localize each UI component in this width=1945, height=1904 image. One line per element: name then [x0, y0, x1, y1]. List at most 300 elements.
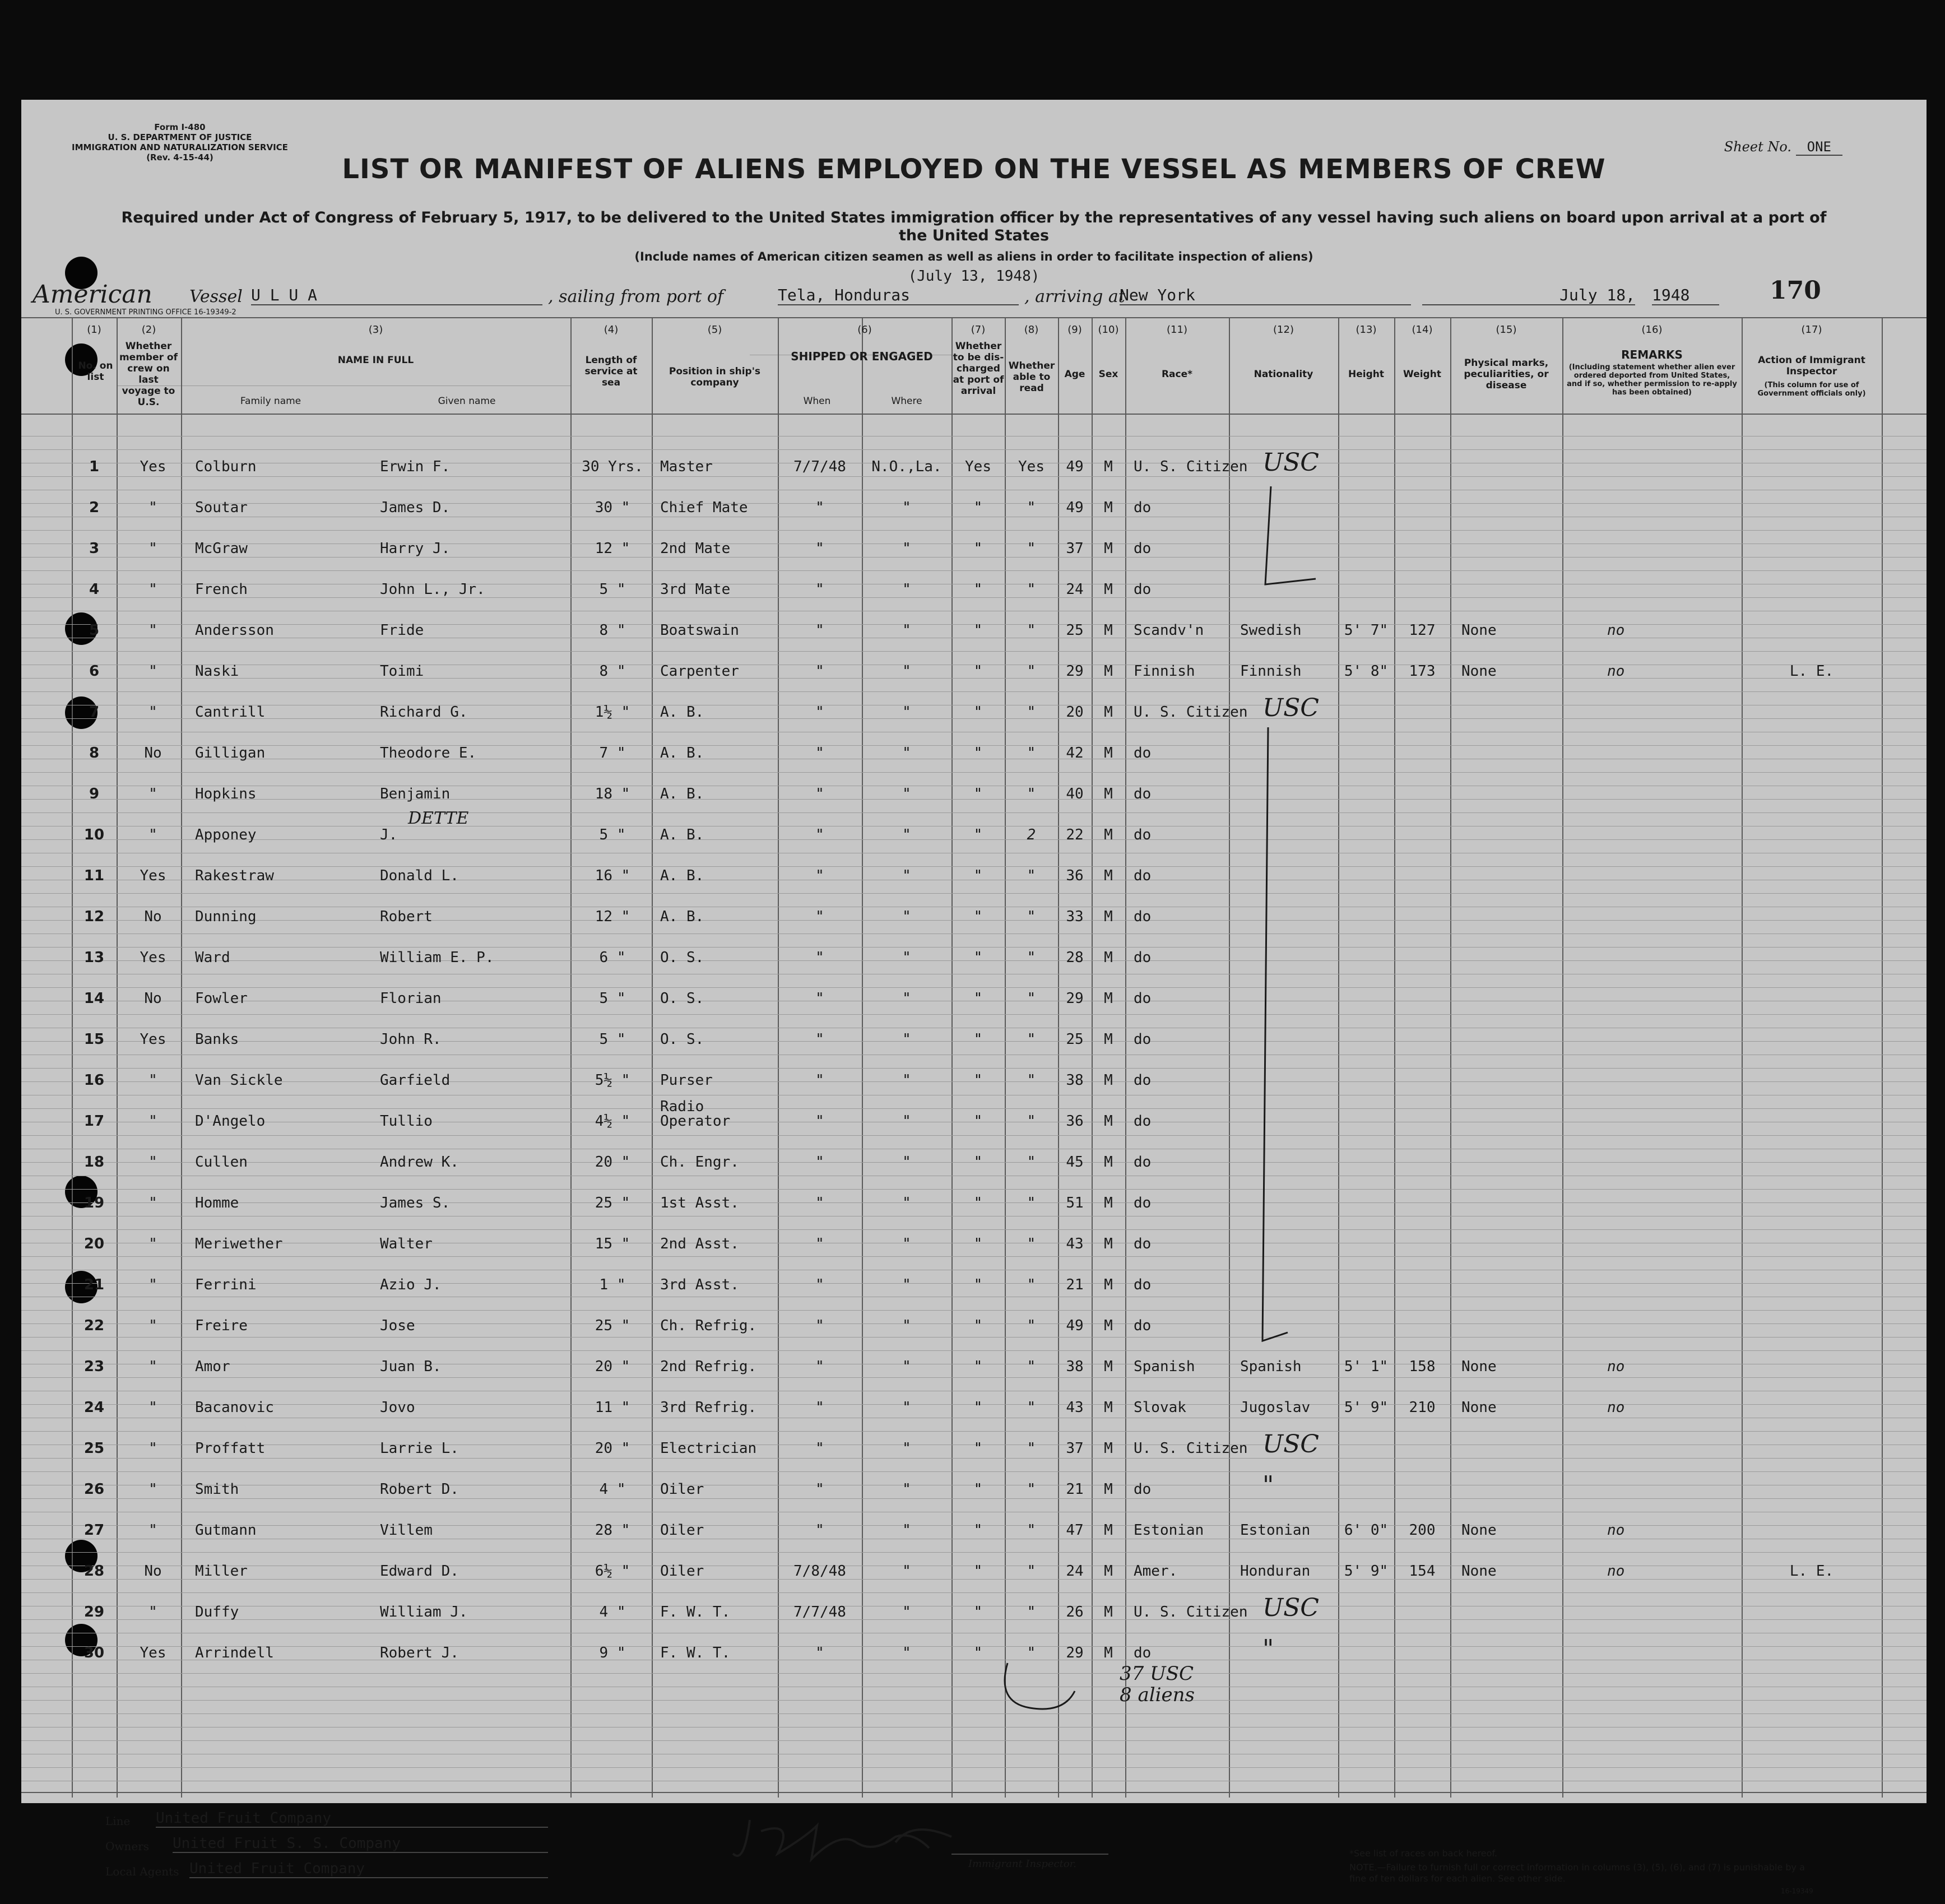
cell-race: do	[1134, 826, 1152, 843]
cell-given: Edward D.	[380, 1563, 459, 1580]
cell-where: "	[902, 1031, 911, 1048]
cell-disch: "	[973, 1399, 983, 1416]
cell-family: Duffy	[195, 1604, 239, 1620]
cell-sex: M	[1104, 786, 1113, 802]
cell-given: Jovo	[380, 1399, 415, 1416]
cell-when: "	[815, 1154, 824, 1171]
header-marks: Physical marks, peculiarities, or disease	[1464, 357, 1549, 391]
cell-age: 25	[1066, 1031, 1084, 1048]
cell-when: "	[815, 1440, 824, 1457]
cell-given: Villem	[380, 1522, 433, 1539]
cell-where: "	[902, 499, 911, 516]
cell-read: "	[1027, 499, 1036, 516]
cell-remarks: no	[1607, 1358, 1625, 1375]
cell-marks: None	[1461, 663, 1497, 680]
row-number: 2	[89, 499, 100, 516]
cell-family: Hopkins	[195, 786, 257, 802]
cell-length: 11 "	[595, 1399, 630, 1416]
header-when: When	[803, 396, 831, 407]
handwritten-annotation: "	[1262, 1471, 1274, 1499]
printing-office: U. S. GOVERNMENT PRINTING OFFICE 16-19349-2	[55, 308, 236, 317]
cell-sex: M	[1104, 1604, 1113, 1620]
cell-family: Andersson	[195, 622, 274, 639]
cell-sex: M	[1104, 826, 1113, 843]
cell-disch: Yes	[965, 458, 991, 475]
cell-sex: M	[1104, 581, 1113, 598]
cell-member: "	[148, 1072, 157, 1089]
cell-disch: "	[973, 990, 983, 1007]
cell-family: Banks	[195, 1031, 239, 1048]
cell-position: 3rd Refrig.	[660, 1399, 757, 1416]
row-number: 12	[83, 908, 105, 925]
cell-read: "	[1027, 1072, 1036, 1089]
cell-sex: M	[1104, 1399, 1113, 1416]
cell-position: A. B.	[660, 745, 704, 761]
cell-disch: "	[973, 1276, 983, 1293]
cell-when: "	[815, 1358, 824, 1375]
cell-given: Tullio	[380, 1113, 433, 1130]
vessel-name: U L U A	[251, 286, 542, 305]
header-remarks-note: (Including statement whether alien ever ordered deported from United States, and if so, whether permission to re-apply has been obtained)	[1567, 363, 1737, 397]
races-note: *See list of races on back hereof.	[1349, 1848, 1497, 1859]
cell-given: Juan B.	[380, 1358, 442, 1375]
cell-where: "	[902, 1317, 911, 1334]
cell-disch: "	[973, 949, 983, 966]
cell-where: "	[902, 1481, 911, 1498]
cell-read: "	[1027, 1481, 1036, 1498]
cell-disch: "	[973, 1072, 983, 1089]
cell-height: 5' 1"	[1344, 1358, 1389, 1375]
cell-read: "	[1027, 622, 1036, 639]
cell-marks: None	[1461, 1563, 1497, 1580]
cell-race: U. S. Citizen	[1134, 458, 1248, 475]
cell-member: "	[148, 1317, 157, 1334]
row-number: 4	[89, 581, 100, 598]
cell-position: 3rd Asst.	[660, 1276, 739, 1293]
cell-given: Donald L.	[380, 867, 459, 884]
cell-position: A. B.	[660, 704, 704, 721]
department: U. S. DEPARTMENT OF JUSTICE	[108, 132, 252, 142]
cell-where: "	[902, 745, 911, 761]
cell-member: "	[148, 499, 157, 516]
cell-where: "	[902, 1563, 911, 1580]
cell-sex: M	[1104, 1072, 1113, 1089]
row-number: 11	[83, 867, 105, 884]
cell-family: Meriwether	[195, 1236, 283, 1252]
cell-when: 7/7/48	[793, 1604, 846, 1620]
cell-member: No	[144, 745, 162, 761]
cell-where: "	[902, 949, 911, 966]
cell-family: Cantrill	[195, 704, 266, 721]
cell-disch: "	[973, 663, 983, 680]
cell-remarks: no	[1607, 1399, 1625, 1416]
handwritten-annotation: USC	[1262, 694, 1319, 722]
cell-given: Robert D.	[380, 1481, 459, 1498]
cell-member: "	[148, 1399, 157, 1416]
cell-given: Erwin F.	[380, 458, 451, 475]
cell-when: "	[815, 1236, 824, 1252]
cell-disch: "	[973, 1481, 983, 1498]
cell-age: 38	[1066, 1072, 1084, 1089]
footer-owners-label: Owners	[105, 1840, 150, 1853]
cell-race: do	[1134, 908, 1152, 925]
cell-family: Fowler	[195, 990, 248, 1007]
cell-read: "	[1027, 1113, 1036, 1130]
arrival-date: July 18,	[1422, 286, 1635, 305]
cell-where: "	[902, 581, 911, 598]
cell-given: James D.	[380, 499, 451, 516]
cell-length: 6½ "	[595, 1563, 630, 1580]
cell-position: F. W. T.	[660, 1604, 731, 1620]
cell-age: 20	[1066, 704, 1084, 721]
cell-family: Proffatt	[195, 1440, 266, 1457]
cell-position: 2nd Asst.	[660, 1236, 739, 1252]
cell-length: 12 "	[595, 540, 630, 557]
cell-where: "	[902, 622, 911, 639]
cell-member: "	[148, 581, 157, 598]
cell-age: 29	[1066, 663, 1084, 680]
row-number: 8	[89, 745, 100, 761]
cell-family: Gilligan	[195, 745, 266, 761]
footer-line-value: United Fruit Company	[156, 1810, 548, 1828]
row-number: 29	[83, 1604, 105, 1620]
tally-usc: 37 USC	[1120, 1662, 1194, 1685]
cell-sex: M	[1104, 1522, 1113, 1539]
cell-where: "	[902, 1440, 911, 1457]
row-number: 28	[83, 1563, 105, 1580]
cell-position: 2nd Refrig.	[660, 1358, 757, 1375]
cell-race: U. S. Citizen	[1134, 704, 1248, 721]
tally-note	[1120, 1663, 1195, 1706]
service-name: IMMIGRATION AND NATURALIZATION SERVICE	[72, 142, 288, 152]
cell-given: Robert	[380, 908, 433, 925]
cell-when: "	[815, 1276, 824, 1293]
header-no: No. on list	[78, 360, 113, 383]
header-position: Position in ship's company	[669, 366, 761, 388]
cell-where: "	[902, 1399, 911, 1416]
cell-given: James S.	[380, 1195, 451, 1211]
cell-read: "	[1027, 1440, 1036, 1457]
cell-given: Walter	[380, 1236, 433, 1252]
cell-action: L. E.	[1789, 663, 1834, 680]
cell-length: 30 "	[595, 499, 630, 516]
cell-where: "	[902, 663, 911, 680]
cell-family: French	[195, 581, 248, 598]
row-number: 22	[83, 1317, 105, 1334]
cell-where: "	[902, 908, 911, 925]
cell-family: D'Angelo	[195, 1113, 266, 1130]
cell-when: 7/8/48	[793, 1563, 846, 1580]
cell-position: Master	[660, 458, 713, 475]
cell-length: 1½ "	[595, 704, 630, 721]
bracket-mark	[1262, 727, 1288, 1341]
cell-age: 47	[1066, 1522, 1084, 1539]
cell-given: William J.	[380, 1604, 468, 1620]
cell-length: 5½ "	[595, 1072, 630, 1089]
cell-disch: "	[973, 540, 983, 557]
cell-member: "	[148, 663, 157, 680]
cell-position: O. S.	[660, 949, 704, 966]
header-length: Length of service at sea	[584, 355, 638, 388]
cell-nationality: Honduran	[1240, 1563, 1311, 1580]
row-number: 24	[83, 1399, 105, 1416]
cell-member: Yes	[140, 949, 166, 966]
cell-race: U. S. Citizen	[1134, 1440, 1248, 1457]
cell-where: "	[902, 990, 911, 1007]
cell-age: 37	[1066, 1440, 1084, 1457]
header-family: Family name	[240, 396, 301, 407]
cell-length: 9 "	[599, 1645, 626, 1661]
cell-length: 25 "	[595, 1195, 630, 1211]
cell-when: "	[815, 1399, 824, 1416]
cell-length: 4 "	[599, 1481, 626, 1498]
cell-read: "	[1027, 704, 1036, 721]
include-note: (Include names of American citizen seamen as well as aliens in order to facilitate inspection of aliens)	[634, 250, 1313, 263]
cell-given: John L., Jr.	[380, 581, 485, 598]
cell-member: "	[148, 1113, 157, 1130]
cell-action: L. E.	[1789, 1563, 1834, 1580]
cell-member: No	[144, 908, 162, 925]
cell-age: 36	[1066, 867, 1084, 884]
header-weight: Weight	[1403, 369, 1441, 380]
footer-agents-label: Local Agents	[105, 1865, 179, 1878]
row-number: 27	[83, 1522, 105, 1539]
cell-read: "	[1027, 1195, 1036, 1211]
cell-when: "	[815, 949, 824, 966]
cell-member: No	[144, 990, 162, 1007]
cell-length: 7 "	[599, 745, 626, 761]
cell-race: Finnish	[1134, 663, 1195, 680]
cell-family: Dunning	[195, 908, 257, 925]
cell-sex: M	[1104, 1317, 1113, 1334]
row-number: 19	[83, 1195, 105, 1211]
cell-age: 25	[1066, 622, 1084, 639]
cell-disch: "	[973, 1031, 983, 1048]
handwritten-annotation: USC	[1262, 1430, 1319, 1459]
cell-age: 43	[1066, 1399, 1084, 1416]
cell-family: Rakestraw	[195, 867, 274, 884]
cell-race: do	[1134, 581, 1152, 598]
cell-disch: "	[973, 622, 983, 639]
colnum-12: (12)	[1273, 324, 1294, 336]
footer-line-label: Line	[105, 1814, 131, 1828]
sailing-label: , sailing from port of	[548, 287, 724, 307]
cell-family: Arrindell	[195, 1645, 274, 1661]
flag-handwritten: American	[33, 280, 152, 309]
cell-height: 5' 7"	[1344, 622, 1389, 639]
manifest-sheet	[21, 100, 1927, 1895]
cell-position: Radio Operator	[660, 1098, 731, 1130]
cell-position: A. B.	[660, 786, 704, 802]
cell-sex: M	[1104, 908, 1113, 925]
cell-race: do	[1134, 745, 1152, 761]
inspector-signature	[727, 1809, 1008, 1876]
cell-length: 20 "	[595, 1358, 630, 1375]
cell-when: "	[815, 622, 824, 639]
cell-when: "	[815, 1645, 824, 1661]
tally-aliens: 8 aliens	[1120, 1684, 1195, 1706]
cell-weight: 200	[1409, 1522, 1436, 1539]
cell-length: 16 "	[595, 867, 630, 884]
cell-position: Boatswain	[660, 622, 739, 639]
cell-read: "	[1027, 1563, 1036, 1580]
cell-member: Yes	[140, 867, 166, 884]
cell-read: "	[1027, 1604, 1036, 1620]
cell-when: "	[815, 867, 824, 884]
cell-family: Homme	[195, 1195, 239, 1211]
cell-age: 28	[1066, 949, 1084, 966]
cell-where: "	[902, 1195, 911, 1211]
cell-marks: None	[1461, 1522, 1497, 1539]
row-number: 18	[83, 1154, 105, 1171]
colnum-1: (1)	[87, 324, 101, 336]
cell-position: Oiler	[660, 1563, 704, 1580]
cell-sex: M	[1104, 458, 1113, 475]
cell-given: Toimi	[380, 663, 424, 680]
row-number: 15	[83, 1031, 105, 1048]
cell-height: 6' 0"	[1344, 1522, 1389, 1539]
cell-nationality: Finnish	[1240, 663, 1302, 680]
handwritten-annotation: USC	[1262, 448, 1319, 477]
cell-sex: M	[1104, 1195, 1113, 1211]
row-number: 23	[83, 1358, 105, 1375]
cell-when: "	[815, 826, 824, 843]
cell-where: "	[902, 1276, 911, 1293]
cell-age: 33	[1066, 908, 1084, 925]
cell-race: do	[1134, 1031, 1152, 1048]
cell-sex: M	[1104, 622, 1113, 639]
cell-given: Richard G.	[380, 704, 468, 721]
cell-where: "	[902, 786, 911, 802]
cell-member: "	[148, 1276, 157, 1293]
cell-read: "	[1027, 663, 1036, 680]
sailing-date: (July 13, 1948)	[908, 268, 1040, 285]
cell-member: "	[148, 1522, 157, 1539]
cell-race: Amer.	[1134, 1563, 1178, 1580]
header-shipped: SHIPPED OR ENGAGED	[791, 350, 933, 363]
cell-family: Smith	[195, 1481, 239, 1498]
cell-race: do	[1134, 949, 1152, 966]
cell-read: "	[1027, 581, 1036, 598]
row-number: 26	[83, 1481, 105, 1498]
cell-nationality: Spanish	[1240, 1358, 1302, 1375]
cell-member: "	[148, 704, 157, 721]
footer-owners-value: United Fruit S. S. Company	[173, 1835, 548, 1853]
row-number: 9	[89, 786, 100, 802]
cell-read: Yes	[1018, 458, 1045, 475]
cell-where: N.O.,La.	[871, 458, 942, 475]
cell-where: "	[902, 704, 911, 721]
cell-age: 26	[1066, 1604, 1084, 1620]
cell-where: "	[902, 540, 911, 557]
cell-member: Yes	[140, 458, 166, 475]
cell-position: Oiler	[660, 1481, 704, 1498]
cell-position: Oiler	[660, 1522, 704, 1539]
cell-read: "	[1027, 1522, 1036, 1539]
cell-given: Robert J.	[380, 1645, 459, 1661]
header-name: NAME IN FULL	[337, 355, 414, 366]
arrival-year: 1948	[1652, 286, 1719, 305]
colnum-9: (9)	[1067, 324, 1082, 336]
cell-family: Soutar	[195, 499, 248, 516]
cell-race: do	[1134, 1154, 1152, 1171]
cell-given: Harry J.	[380, 540, 451, 557]
cell-remarks: no	[1607, 663, 1625, 680]
cell-family: Ferrini	[195, 1276, 257, 1293]
cell-family: Ward	[195, 949, 230, 966]
colnum-4: (4)	[604, 324, 619, 336]
cell-when: "	[815, 581, 824, 598]
cell-disch: "	[973, 1440, 983, 1457]
cell-length: 5 "	[599, 1031, 626, 1048]
cell-when: "	[815, 704, 824, 721]
cell-age: 21	[1066, 1276, 1084, 1293]
cell-where: "	[902, 1154, 911, 1171]
cell-disch: "	[973, 1195, 983, 1211]
cell-position: A. B.	[660, 826, 704, 843]
cell-read: "	[1027, 1358, 1036, 1375]
cell-sex: M	[1104, 1154, 1113, 1171]
cell-age: 29	[1066, 990, 1084, 1007]
cell-family: Van Sickle	[195, 1072, 283, 1089]
form-code: 16-19349	[1781, 1887, 1813, 1895]
row-number: 10	[83, 826, 105, 843]
cell-read: "	[1027, 1645, 1036, 1661]
cell-read: "	[1027, 908, 1036, 925]
form-number: Form I-480	[154, 122, 206, 132]
cell-given: J.	[380, 826, 398, 843]
cell-position: 2nd Mate	[660, 540, 731, 557]
row-number: 14	[83, 990, 105, 1007]
cell-race: do	[1134, 540, 1152, 557]
cell-sex: M	[1104, 1358, 1113, 1375]
cell-position: 1st Asst.	[660, 1195, 739, 1211]
cell-race: do	[1134, 1236, 1152, 1252]
cell-position: Electrician	[660, 1440, 757, 1457]
colnum-17: (17)	[1801, 324, 1822, 336]
penalty-note: NOTE.—Failure to furnish full or correct information in columns (3), (5), (6), and (7) is punishable by a fine of ten dollars for each alien. See other side.	[1349, 1862, 1805, 1884]
cell-age: 49	[1066, 458, 1084, 475]
cell-sex: M	[1104, 745, 1113, 761]
cell-age: 43	[1066, 1236, 1084, 1252]
cell-race: Spanish	[1134, 1358, 1195, 1375]
header-where: Where	[891, 396, 922, 407]
cell-read: "	[1027, 786, 1036, 802]
cell-length: 4½ "	[595, 1113, 630, 1130]
colnum-16: (16)	[1641, 324, 1663, 336]
cell-when: "	[815, 990, 824, 1007]
row-number: 21	[83, 1276, 105, 1293]
cell-age: 49	[1066, 1317, 1084, 1334]
cell-read: "	[1027, 1276, 1036, 1293]
cell-given: Fride	[380, 622, 424, 639]
cell-when: "	[815, 1113, 824, 1130]
cell-race: do	[1134, 1276, 1152, 1293]
row-number: 20	[83, 1236, 105, 1252]
row-number: 13	[83, 949, 105, 966]
cell-sex: M	[1104, 1031, 1113, 1048]
cell-length: 25 "	[595, 1317, 630, 1334]
cell-read: "	[1027, 990, 1036, 1007]
header-nationality: Nationality	[1254, 369, 1313, 380]
cell-race: do	[1134, 1113, 1152, 1130]
cell-when: "	[815, 663, 824, 680]
cell-sex: M	[1104, 1276, 1113, 1293]
cell-given: Florian	[380, 990, 442, 1007]
cell-disch: "	[973, 867, 983, 884]
cell-race: do	[1134, 1195, 1152, 1211]
cell-disch: "	[973, 1317, 983, 1334]
